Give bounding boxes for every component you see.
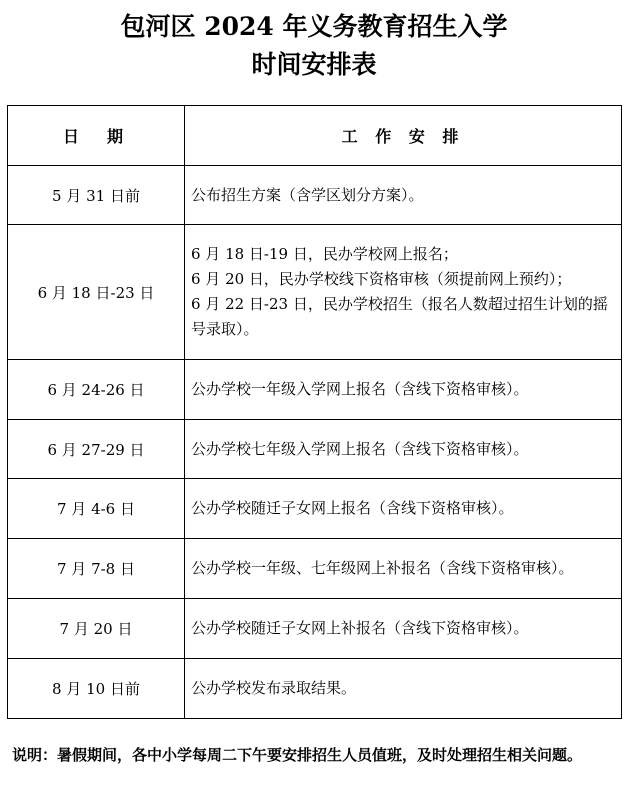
row-date: 5 月 31 日前 <box>8 166 185 225</box>
document-subtitle: 时间安排表 <box>251 50 377 79</box>
row-task <box>185 420 622 479</box>
row-date: 7 月 7-8 日 <box>8 539 185 599</box>
row-task <box>185 659 622 719</box>
row-date: 6 月 24-26 日 <box>8 360 185 420</box>
table-row <box>8 659 622 719</box>
task-line: 6 月 18 日-19 日，民办学校网上报名； <box>191 245 458 263</box>
row-task <box>185 166 622 225</box>
task-line: 公布招生方案（含学区划分方案）。 <box>191 185 424 204</box>
task-line: 6 月 22 日-23 日，民办学校招生（报名人数超过招生计划的摇号录取）。 <box>191 295 608 338</box>
table-row <box>8 225 622 360</box>
table-row <box>8 360 622 420</box>
table-row <box>8 539 622 599</box>
row-task <box>185 599 622 659</box>
header-task: 工 作 安 排 <box>185 106 622 166</box>
task-line: 6 月 20 日，民办学校线下资格审核（须提前网上预约）； <box>191 270 572 288</box>
header-date: 日 期 <box>8 106 185 166</box>
table-row <box>8 166 622 225</box>
task-line: 公办学校一年级入学网上报名（含线下资格审核）。 <box>191 380 529 398</box>
table-row <box>8 599 622 659</box>
task-line: 公办学校随迁子女网上报名（含线下资格审核）。 <box>191 499 514 517</box>
row-task <box>185 360 622 420</box>
document-title: 包河区 2024 年义务教育招生入学 <box>120 12 508 41</box>
row-task <box>185 225 622 360</box>
row-date: 6 月 18 日-23 日 <box>8 225 185 360</box>
table-header-row <box>8 106 622 166</box>
row-date: 6 月 27-29 日 <box>8 420 185 479</box>
task-line: 公办学校七年级入学网上报名（含线下资格审核）。 <box>191 439 529 458</box>
task-line: 公办学校随迁子女网上补报名（含线下资格审核）。 <box>191 619 529 637</box>
table-row <box>8 479 622 539</box>
schedule-table <box>7 105 622 719</box>
row-date: 8 月 10 日前 <box>8 659 185 719</box>
row-date: 7 月 20 日 <box>8 599 185 659</box>
row-task <box>185 479 622 539</box>
row-date: 7 月 4-6 日 <box>8 479 185 539</box>
table-row <box>8 420 622 479</box>
task-line: 公办学校发布录取结果。 <box>191 679 357 697</box>
task-line: 公办学校一年级、七年级网上补报名（含线下资格审核）。 <box>191 559 574 577</box>
row-task <box>185 539 622 599</box>
footnote: 说明：暑假期间，各中小学每周二下午要安排招生人员值班，及时处理招生相关问题。 <box>12 746 583 764</box>
